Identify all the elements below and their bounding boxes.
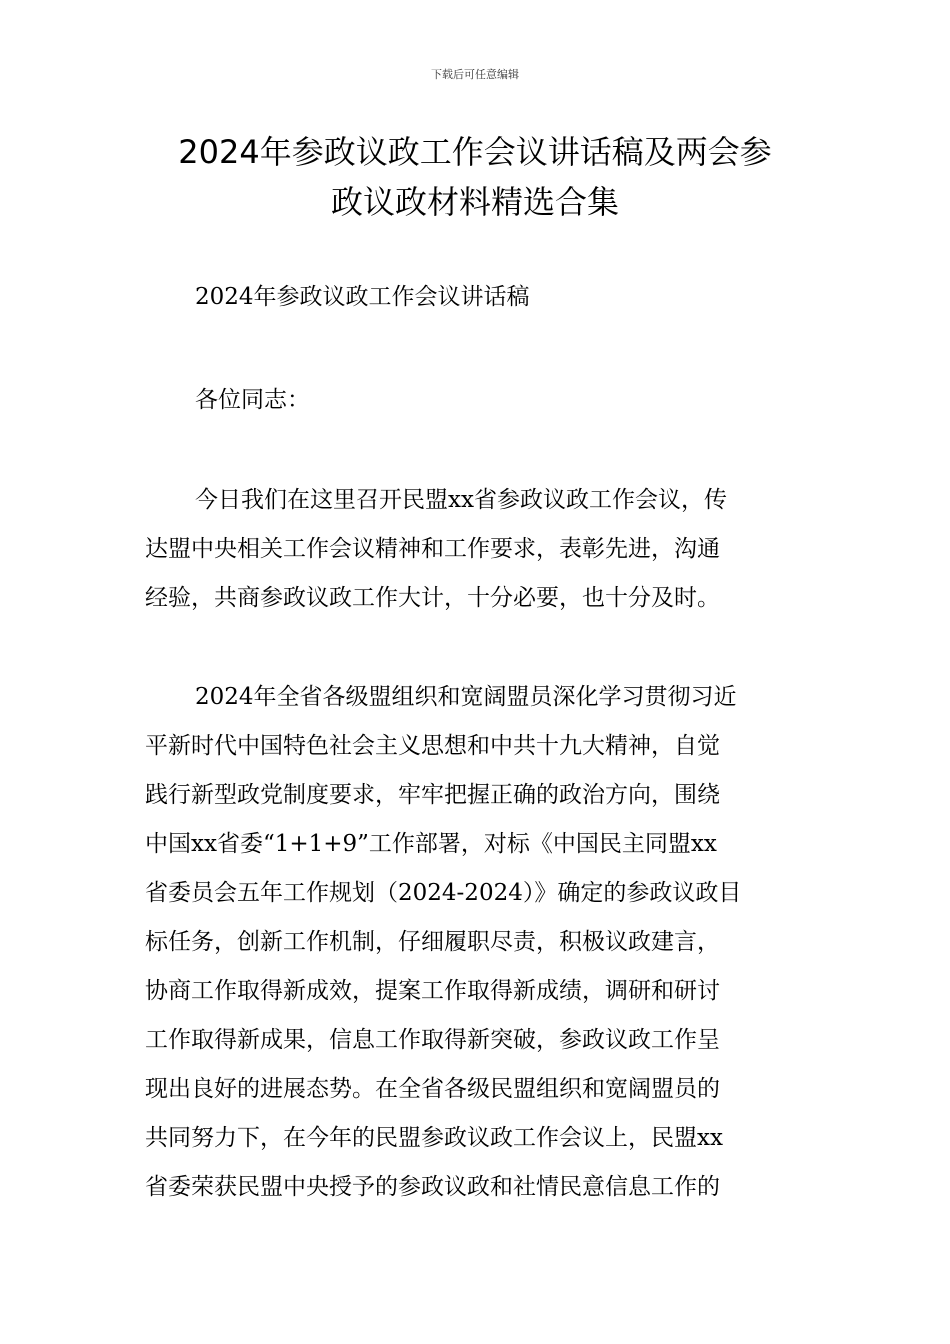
- paragraph-1-line: 经验，共商参政议政工作大计，十分必要，也十分及时。: [145, 585, 720, 611]
- paragraph-2-line: 现出良好的进展态势。在全省各级民盟组织和宽阔盟员的: [145, 1076, 720, 1102]
- section-subtitle: [145, 273, 810, 322]
- paragraph-2-line: 中国xx省委“1+1+9”工作部署，对标《中国民主同盟xx: [145, 831, 717, 857]
- paragraph-2: [145, 673, 810, 1212]
- paragraph-2-line: 省委员会五年工作规划（2024-2024）》确定的参政议政目: [145, 880, 742, 906]
- paragraph-2-line: 2024年全省各级盟组织和宽阔盟员深化学习贯彻习近: [195, 684, 737, 710]
- salutation: [145, 376, 810, 425]
- paragraph-2-line: 省委荣获民盟中央授予的参政议政和社情民意信息工作的: [145, 1174, 720, 1200]
- paragraph-1: [145, 476, 810, 623]
- paragraph-2-line: 协商工作取得新成效，提案工作取得新成绩，调研和研讨: [145, 978, 720, 1004]
- paragraph-2-line: 共同努力下，在今年的民盟参政议政工作会议上，民盟xx: [145, 1125, 723, 1151]
- subtitle-text: 2024年参政议政工作会议讲话稿: [195, 284, 530, 310]
- paragraph-1-line: 今日我们在这里召开民盟xx省参政议政工作会议，传: [195, 487, 727, 513]
- paragraph-2-line: 标任务，创新工作机制，仔细履职尽责，积极议政建言，: [145, 929, 720, 955]
- title-line-2: 政议政材料精选合集: [330, 183, 619, 221]
- salutation-text: 各位同志：: [195, 387, 310, 413]
- paragraph-2-line: 平新时代中国特色社会主义思想和中共十九大精神，自觉: [145, 733, 720, 759]
- paragraph-2-line: 践行新型政党制度要求，牢牢把握正确的政治方向，围绕: [145, 782, 720, 808]
- document-title: [120, 127, 830, 227]
- paragraph-1-line: 达盟中央相关工作会议精神和工作要求，表彰先进，沟通: [145, 536, 720, 562]
- title-line-1: 2024年参政议政工作会议讲话稿及两会参: [178, 133, 772, 171]
- header-note: 下载后可任意编辑: [431, 68, 519, 81]
- paragraph-2-line: 工作取得新成果，信息工作取得新突破，参政议政工作呈: [145, 1027, 720, 1053]
